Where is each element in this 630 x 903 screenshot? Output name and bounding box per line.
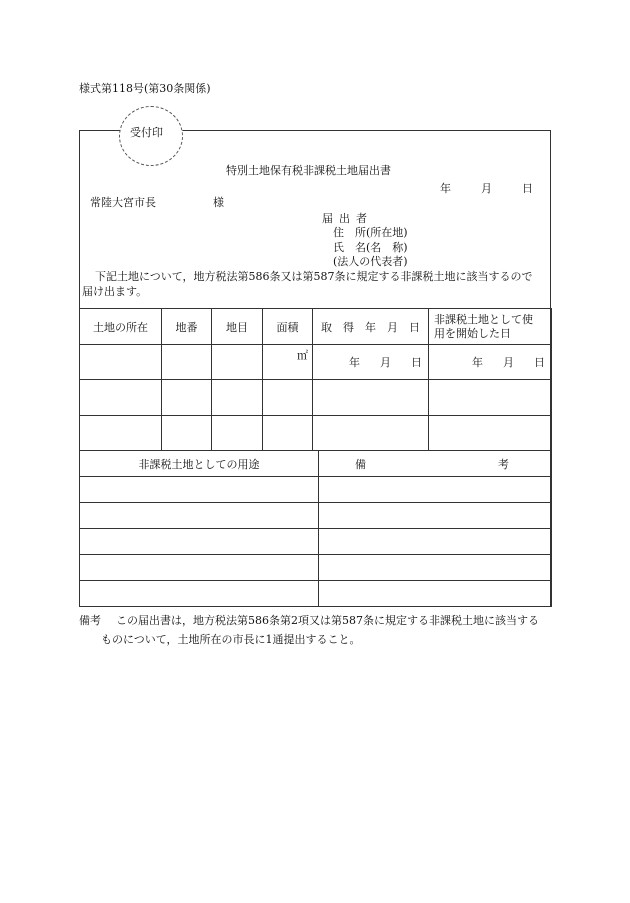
acquisition-date-cell[interactable] [313,416,429,451]
notifier-address-label: 住 所(所在地) [333,226,408,239]
date-year-label: 年 [440,182,451,195]
header-area: 面積 [263,309,313,345]
acq-month-unit: 月 [380,356,391,369]
header-nontax-start-line-2: 用を開始した日 [434,326,511,340]
area-cell[interactable] [263,345,313,380]
purpose-cell[interactable] [80,581,319,607]
land-table-header-row [80,309,552,345]
table-row [80,555,552,581]
table-row [80,380,552,416]
location-cell[interactable] [80,416,162,451]
table-row [80,345,552,380]
purpose-cell[interactable] [80,555,319,581]
header-lot-number: 地番 [162,309,212,345]
acq-year-unit: 年 [349,356,360,369]
remarks-cell[interactable] [319,529,552,555]
header-nontax-start-line-1: 非課税土地として使 [434,312,533,326]
table-row [80,503,552,529]
remarks-cell[interactable] [319,581,552,607]
date-month-label: 月 [481,182,492,195]
header-remarks [319,451,552,477]
header-location: 土地の所在 [80,309,162,345]
table-row [80,477,552,503]
acq-day-unit: 日 [411,356,422,369]
note-label: 備考 [79,614,101,627]
reception-stamp-label: 受付印 [130,126,163,139]
header-remarks-2: 考 [498,457,509,471]
use-table [79,450,552,607]
notifier-name-label: 氏 名(名 称) [333,241,408,254]
header-purpose: 非課税土地としての用途 [80,451,319,477]
start-day-unit: 日 [534,356,545,369]
form-number: 様式第118号(第30条関係) [79,82,211,95]
location-cell[interactable] [80,345,162,380]
purpose-cell[interactable] [80,477,319,503]
remarks-cell[interactable] [319,477,552,503]
area-unit: ㎡ [297,349,308,362]
date-day-label: 日 [522,182,533,195]
header-acquisition-date: 取 得 年 月 日 [313,309,429,345]
remarks-cell[interactable] [319,555,552,581]
nontax-start-date-cell[interactable] [429,345,552,380]
table-row [80,416,552,451]
land-category-cell[interactable] [212,345,263,380]
nontax-start-date-cell[interactable] [429,380,552,416]
area-cell[interactable] [263,416,313,451]
notifier-representative-label: (法人の代表者) [333,255,408,268]
table-row [80,581,552,607]
header-nontax-start-date [429,309,552,345]
note-line-1: この届出書は，地方税法第586条第2項又は第587条に規定する非課税土地に該当する [116,614,539,627]
acquisition-date-cell[interactable] [313,380,429,416]
header-land-category: 地目 [212,309,263,345]
start-year-unit: 年 [472,356,483,369]
use-table-header-row [80,451,552,477]
land-table [79,308,552,451]
acquisition-date-cell[interactable] [313,345,429,380]
lot-number-cell[interactable] [162,345,212,380]
honorific: 様 [213,196,224,209]
land-category-cell[interactable] [212,416,263,451]
body-text-line-2: 届け出ます。 [82,285,148,298]
document-title: 特別土地保有税非課税土地届出書 [226,164,391,177]
note-line-2: ものについて，土地所在の市長に1通提出すること。 [101,633,361,646]
lot-number-cell[interactable] [162,380,212,416]
addressee: 常陸大宮市長 [90,196,156,209]
header-remarks-1: 備 [355,457,366,471]
location-cell[interactable] [80,380,162,416]
land-category-cell[interactable] [212,380,263,416]
nontax-start-date-cell[interactable] [429,416,552,451]
start-month-unit: 月 [503,356,514,369]
submission-date [440,180,533,196]
lot-number-cell[interactable] [162,416,212,451]
notifier-label: 届出者 [322,212,373,225]
table-row [80,529,552,555]
purpose-cell[interactable] [80,529,319,555]
body-text-line-1: 下記土地について，地方税法第586条又は第587条に規定する非課税土地に該当するので [95,270,533,283]
remarks-cell[interactable] [319,503,552,529]
area-cell[interactable] [263,380,313,416]
purpose-cell[interactable] [80,503,319,529]
